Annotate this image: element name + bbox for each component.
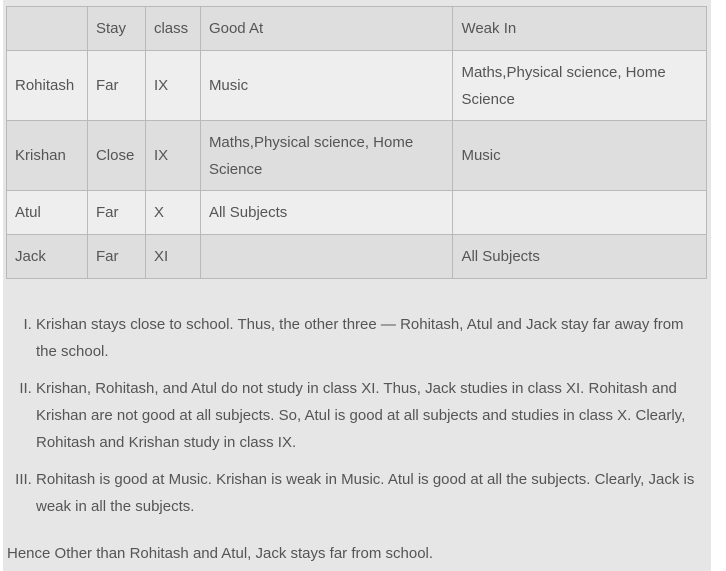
table-cell: Rohitash bbox=[7, 51, 88, 121]
table-cell: Far bbox=[87, 191, 145, 235]
table-cell: All Subjects bbox=[200, 191, 453, 235]
table-cell: Maths,Physical science, Home Science bbox=[453, 51, 707, 121]
table-cell: Far bbox=[87, 235, 145, 279]
table-cell: Krishan bbox=[7, 121, 88, 191]
table-header-cell: Weak In bbox=[453, 7, 707, 51]
table-cell bbox=[453, 191, 707, 235]
explanation-list bbox=[3, 311, 703, 530]
table-cell: Atul bbox=[7, 191, 88, 235]
table-header-cell bbox=[7, 7, 88, 51]
explanation-item: III. Rohitash is good at Music. Krishan is weak in Music. Atul is good at all the subjects. Clearly, Jack is weak in all the subjects. bbox=[36, 466, 703, 520]
table-cell: IX bbox=[145, 51, 200, 121]
table-cell: Maths,Physical science, Home Science bbox=[200, 121, 453, 191]
table-cell: Music bbox=[453, 121, 707, 191]
conclusion-text: Hence Other than Rohitash and Atul, Jack stays far from school. bbox=[7, 545, 434, 562]
table-cell: All Subjects bbox=[453, 235, 707, 279]
table-cell: Far bbox=[87, 51, 145, 121]
table-header-cell: Stay bbox=[87, 7, 145, 51]
table-cell: Music bbox=[200, 51, 453, 121]
table-row bbox=[7, 121, 707, 191]
explanation-item: II. Krishan, Rohitash, and Atul do not study in class XI. Thus, Jack studies in class XI. Rohitash and Krishan are not good at all subjects. So, Atul is good at all subjects and studies in class X. Clearly, Rohitash and Krishan study in class IX. bbox=[36, 375, 703, 456]
table-header-row bbox=[7, 7, 707, 51]
table-cell: Close bbox=[87, 121, 145, 191]
table-header-cell: Good At bbox=[200, 7, 453, 51]
table-cell: XI bbox=[145, 235, 200, 279]
table-cell: X bbox=[145, 191, 200, 235]
table-row bbox=[7, 191, 707, 235]
table-header-cell: class bbox=[145, 7, 200, 51]
table-cell bbox=[200, 235, 453, 279]
table-row bbox=[7, 51, 707, 121]
table-cell: IX bbox=[145, 121, 200, 191]
data-table bbox=[6, 6, 707, 279]
table-cell: Jack bbox=[7, 235, 88, 279]
explanation-item: I. Krishan stays close to school. Thus, the other three — Rohitash, Atul and Jack stay far away from the school. bbox=[36, 311, 703, 365]
table-row bbox=[7, 235, 707, 279]
